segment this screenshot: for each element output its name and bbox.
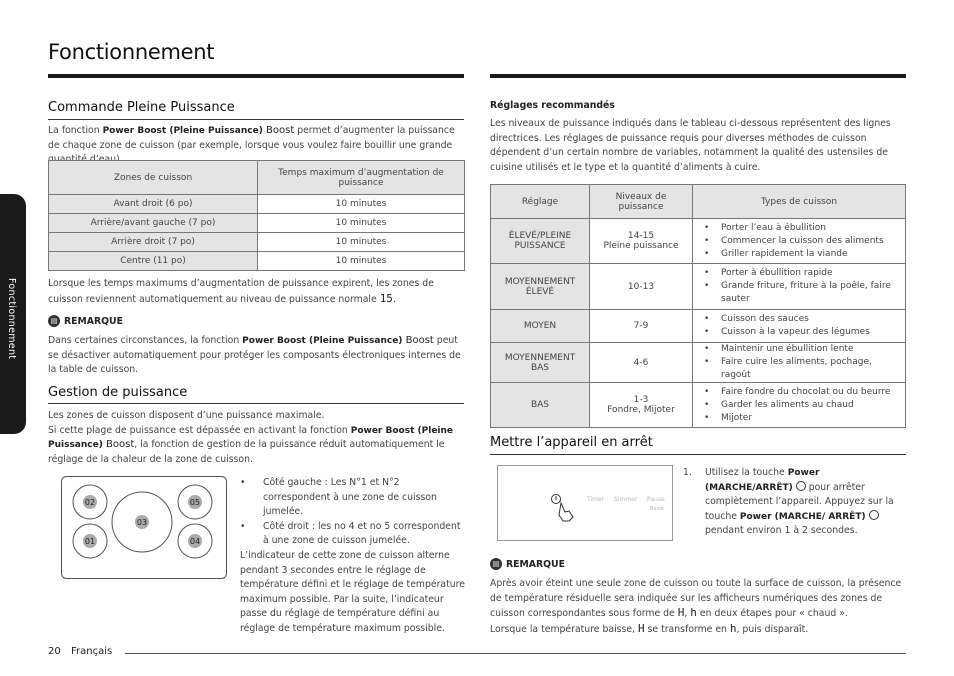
table-header: Niveaux de puissance [590, 185, 693, 219]
table-row: ÉLEVÉ/PLEINE PUISSANCE 14-15 Pleine puissance • Porter l’eau à ébullition • Commencer la cuisson des aliments • Griller rapidement la viande [491, 219, 906, 264]
table-header: Zones de cuisson [49, 161, 258, 195]
table-header: Types de cuisson [693, 185, 906, 219]
panel-label-timer: Timer [587, 496, 605, 503]
section-rule [490, 454, 906, 455]
note-heading: ▤ REMARQUE [490, 558, 565, 570]
note-icon: ▤ [48, 315, 60, 327]
table-header: Temps maximum d’augmentation de puissance [258, 161, 465, 195]
settings-table [490, 184, 906, 428]
panel-label-pause: Pause [647, 496, 665, 503]
title-rule-left [48, 74, 464, 78]
zone-label: 05 [189, 498, 201, 507]
section-title-recommended: Réglages recommandés [490, 100, 615, 111]
table-row: BAS 1-3 Fondre, Mijoter • Faire fondre du chocolat ou du beurre • Garder les aliments au chaud • Mijoter [491, 383, 906, 428]
zone-label: 03 [136, 518, 148, 527]
zone-label: 02 [84, 498, 96, 507]
section-rule [48, 403, 464, 404]
page-number: 20 [48, 646, 61, 657]
title-rule-right [490, 74, 906, 78]
power-boost-intro: La fonction Power Boost (Pleine Puissance) Boost permet d’augmenter la puissance de chaque zone de cuisson (par exemple, lorsque vous voulez faire bouillir une grande [48, 125, 455, 151]
zone-label: 04 [189, 537, 201, 546]
side-tab-label: Fonctionnement [6, 278, 17, 360]
power-management-text: Les zones de cuisson disposent d’une puissance maximale. Si cette plage de puissance est dépassée en activant la fonction Power Boost (Pleine Puissance) Boost, la fonction de gestion de la puissance réduit automatiquement le réglage de la chaleur de la zone de cuisson. [48, 410, 454, 465]
list-item: • Côté gauche : Les N°1 et N°2 correspondent à une zone de cuisson jumelée. [240, 476, 465, 520]
power-icon [869, 510, 879, 520]
table-row: Avant droit (6 po) 10 minutes [49, 195, 465, 214]
table-row: MOYENNEMENT BAS 4-6 • Maintenir une ébullition lente • Faire cuire les aliments, pochage, ragoût [491, 343, 906, 383]
table-row: Centre (11 po) 10 minutes [49, 252, 465, 271]
footer-language: Français [71, 646, 113, 657]
control-panel-illustration [497, 465, 673, 541]
panel-label-simmer: Simmer [614, 496, 638, 503]
section-title-power-boost: Commande Pleine Puissance [48, 100, 235, 115]
section-rule [48, 119, 464, 120]
table-row: MOYENNEMENT ÉLEVÉ 10-13 • Porter à ébullition rapide • Grande friture, friture à la poêle, faire sauter [491, 264, 906, 310]
boost-expire-text: Lorsque les temps maximums d’augmentation de puissance expirent, les zones de cuisson reviennent automatiquement au niveau de puissance normale 15. [48, 278, 434, 305]
section-title-power-management: Gestion de puissance [48, 385, 188, 400]
page-title: Fonctionnement [48, 40, 215, 64]
zone-alternate-text: L’indicateur de cette zone de cuisson alterne pendant 3 secondes entre le réglage de température défini et le réglage de température maximum possible. Par la suite, l’indicateur passe du réglage de température défini au réglage de température maximum possible. [240, 549, 465, 634]
footer-rule [125, 653, 906, 654]
panel-label-boost: Boost [650, 506, 665, 512]
zone-label: 01 [84, 537, 96, 546]
list-item: • Côté droit : les no 4 et no 5 correspondent à une zone de cuisson jumelée. [240, 520, 465, 549]
table-row: MOYEN 7-9 • Cuisson des sauces • Cuisson à la vapeur des légumes [491, 310, 906, 343]
step-number: 1. [683, 467, 692, 478]
section-title-turn-off: Mettre l’appareil en arrêt [490, 435, 653, 450]
power-boost-table [48, 160, 465, 271]
side-tab [0, 194, 26, 434]
table-row: Arrière/avant gauche (7 po) 10 minutes [49, 214, 465, 233]
recommended-text: Les niveaux de puissance indiqués dans le tableau ci-dessous représentent des lignes directrices. Les réglages de puissance requis pour diverses méthodes de cuisson dépendent d’un certain nombre de variables, notamment la qualité des ustensiles de cuisine utilisés et le type et la quantité d’aliments à cuire. [490, 118, 891, 173]
table-header: Réglage [491, 185, 590, 219]
table-row: Arrière droit (7 po) 10 minutes [49, 233, 465, 252]
step-text: Utilisez la touche Power (MARCHE/ARRÊT) pour arrêter complètement l’appareil. Appuyez sur la touche Power (MARCHE/ ARRÊT) pendant environ 1 à 2 secondes. [705, 467, 894, 537]
note-text: Après avoir éteint une seule zone de cuisson ou toute la surface de cuisson, la présence de température résiduelle sera indiquée sur les afficheurs numériques des zones de cuisson correspondantes sous forme de H, h en deux étapes pour « chaud ». Lorsque la température baisse, H se transforme en h, puis disparaît. [490, 578, 902, 635]
note-icon: ▤ [490, 558, 502, 570]
power-icon [796, 481, 806, 491]
note-text: Dans certaines circonstances, la fonction Power Boost (Pleine Puissance) Boost peut se désactiver automatiquement pour protéger les composants électroniques internes de la table de cuisson. [48, 335, 461, 376]
cooktop-diagram [61, 476, 227, 579]
zone-bullets [240, 476, 465, 637]
note-heading: ▤ REMARQUE [48, 315, 123, 327]
